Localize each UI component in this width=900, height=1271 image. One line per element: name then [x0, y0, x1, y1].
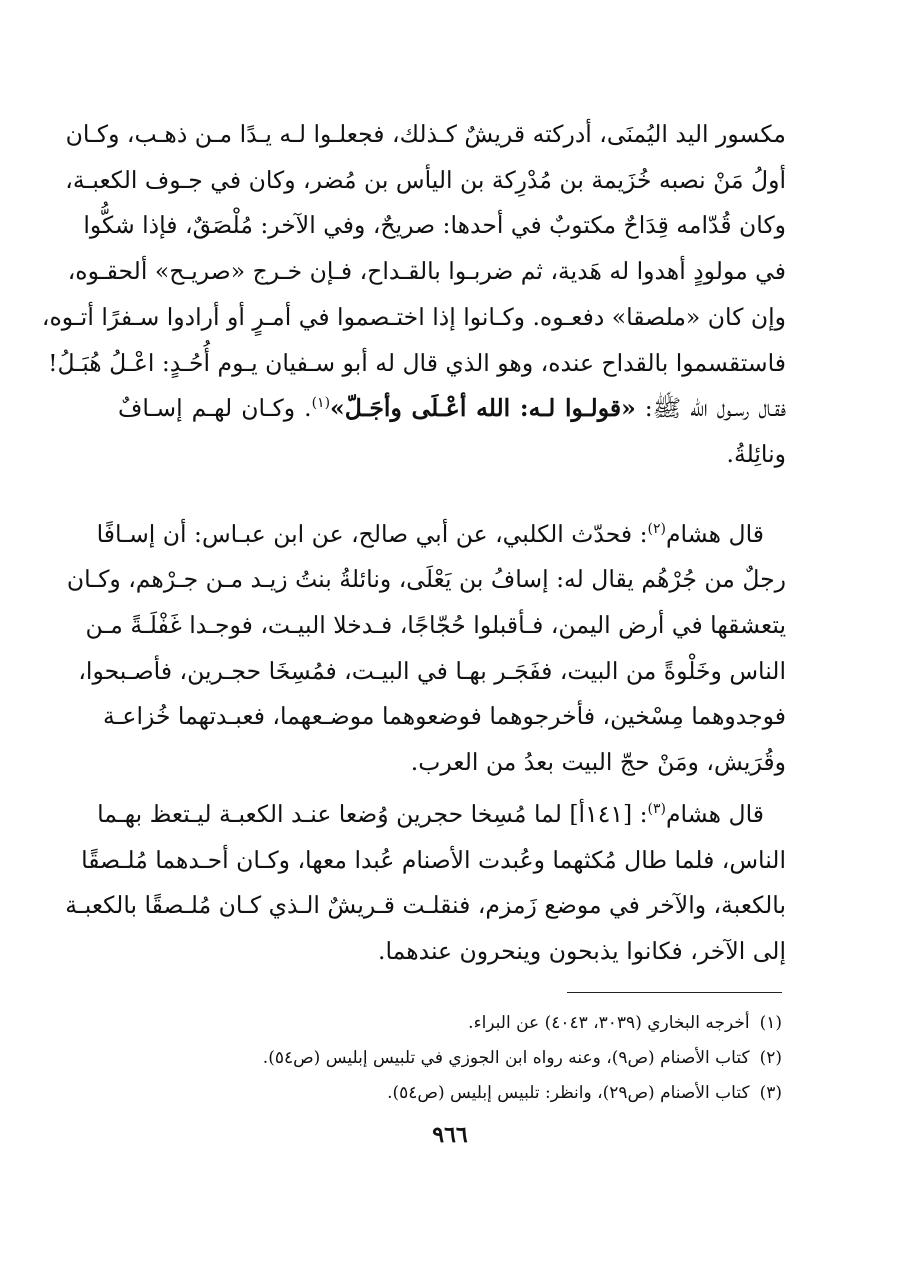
footnote-text: أخرجه البخاري (٣٠٣٩، ٤٠٤٣) عن البراء. — [468, 1013, 750, 1033]
footnote-number: (٣) — [759, 1083, 782, 1103]
footnote-number: (٢) — [759, 1048, 782, 1068]
page-body — [41, 112, 786, 975]
text-line: الناس وخَلْوةً من البيت، ففَجَـر بهـا في البيـت، فمُسِخَا حجـرين، فأصـبحوا، — [78, 656, 786, 685]
text-line: ونائِلةُ. — [726, 439, 786, 468]
footnote-text: كتاب الأصنام (ص٢٩)، وانظر: تلبيس إبليس (ص٥٤). — [387, 1083, 750, 1103]
text-line: مكسور اليد اليُمنَى، أدركته قريشٌ كـذلك، فجعلـوا لـه يـدًا مـن ذهـب، وكـان — [65, 120, 786, 148]
line-suffix: : فحدّث الكلبي، عن أبي صالح، عن ابن عبـاس: أن إسـافًا — [96, 519, 648, 548]
footnote-3 — [114, 1076, 782, 1111]
text-line: فاستقسموا بالقداح عنده، وهو الذي قال له أبو سـفيان يـوم أُحُـدٍ: اعْـلُ هُبَـلُ! — [48, 348, 786, 377]
line-prefix: فقـال رسـول الله ﷺ: — [635, 394, 786, 423]
paragraph-2 — [66, 512, 786, 786]
paragraph-1 — [41, 112, 786, 478]
text-line-with-quote — [118, 386, 786, 432]
text-line: يتعشقها في أرض اليمن، فـأقبلوا حُجّاجًا، فـدخلا البيـت، فوجـدا غَفْلَـةً مـن — [85, 611, 786, 640]
line-suffix: : [١٤١أ] لما مُسِخا حجرين وُضعا عنـد الكعبـة ليـتعظ بهـما — [97, 799, 648, 828]
footnote-separator — [567, 992, 782, 993]
text-line: وكان قُدّامه قِدَاحٌ مكتوبٌ في أحدها: صريحٌ، وفي الآخر: مُلْصَقٌ، فإذا شكُّوا — [83, 211, 786, 240]
text-line: أولُ مَنْ نصبه خُزَيمة بن مُدْرِكة بن اليأس بن مُضر، وكان في جـوف الكعبـة، — [65, 165, 786, 194]
speaker-name: قال هشام — [665, 519, 764, 548]
text-line: الناس، فلما طال مُكثهما وعُبدت الأصنام عُبدا معها، وكـان أحـدهما مُلـصقًا — [81, 845, 786, 874]
footnote-ref-1: (١) — [311, 395, 331, 412]
prophet-quote: «قولـوا لـه: الله أعْـلَى وأجَـلّ» — [330, 394, 636, 423]
text-line: رجلٌ من جُرْهُم يقال له: إسافُ بن يَعْلَى، ونائلةُ بنتُ زيـد مـن جـرْهم، وكـان — [66, 565, 786, 594]
footnote-ref-2: (٢) — [647, 520, 666, 537]
speaker-name: قال هشام — [665, 799, 764, 828]
text-line: إلى الآخر، فكانوا يذبحون وينحرون عندهما. — [378, 936, 786, 965]
text-line: بالكعبة، والآخر في موضع زَمزم، فنقلـت قـريشٌ الـذي كـان مُلـصقًا بالكعبـة — [65, 891, 786, 920]
text-line: فوجدوهما مِسْخين، فأخرجوهما فوضعوهما موضـعهما، فعبـدتهما خُزاعـة — [102, 702, 786, 731]
footnote-1 — [114, 1006, 782, 1041]
text-line-first — [96, 512, 786, 558]
paragraph-3 — [65, 792, 786, 975]
line-suffix: . وكـان لهـم إسـافٌ — [118, 394, 312, 423]
text-line: وقُرَيش، ومَنْ حجّ البيت بعدُ من العرب. — [410, 748, 786, 777]
page-number: ٩٦٦ — [432, 1122, 468, 1148]
text-line: في مولودٍ أهدوا له هَدية، ثم ضربـوا بالقـداح، فـإن خـرج «صريـح» ألحقـوه، — [67, 257, 786, 286]
footnote-2 — [114, 1041, 782, 1076]
footnotes — [114, 1006, 782, 1111]
footnote-text: كتاب الأصنام (ص٩)، وعنه رواه ابن الجوزي في تلبيس إبليس (ص٥٤). — [262, 1048, 750, 1068]
text-line-first — [97, 792, 786, 838]
text-line: وإن كان «ملصقا» دفعـوه. وكـانوا إذا اختـصموا في أمـرٍ أو أرادوا سـفرًا أتـوه، — [41, 302, 786, 331]
footnote-number: (١) — [759, 1013, 782, 1033]
footnote-ref-3: (٣) — [647, 801, 666, 818]
